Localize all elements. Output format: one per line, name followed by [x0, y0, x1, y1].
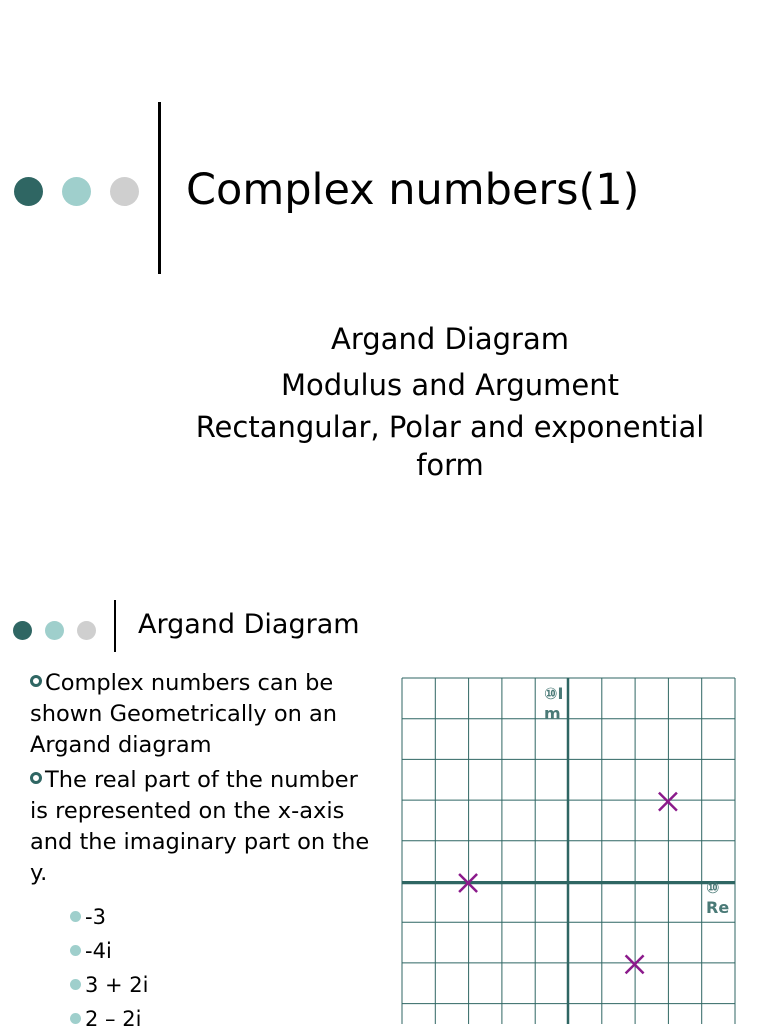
argand-slide [0, 560, 768, 1031]
subtitle-line: Modulus and Argument [281, 368, 619, 402]
imaginary-axis-label: ⑩Im [544, 684, 564, 723]
subtitle-line: Rectangular, Polar and exponential form [195, 410, 705, 482]
bullet-text: The real part of the number is represented on the x-axis and the imaginary part on the y. [30, 767, 370, 886]
title-divider [158, 102, 161, 274]
grey-dot-icon [110, 177, 139, 206]
teal-dot-icon [62, 177, 91, 206]
slide-title: Complex numbers(1) [186, 165, 640, 215]
slide-title: Argand Diagram [138, 609, 360, 640]
dark-dot-icon [14, 177, 43, 206]
bullet-text: Complex numbers can be shown Geometrically on an Argand diagram [30, 670, 338, 758]
real-axis-label: ⑩Re [706, 878, 730, 917]
example-text: -3 [85, 904, 106, 929]
subtitle-line: Argand Diagram [331, 322, 569, 356]
example-text: 3 + 2i [85, 972, 149, 997]
example-text: -4i [85, 938, 112, 963]
subtitle-block [180, 316, 720, 484]
example-text: 2 – 2i [85, 1006, 142, 1031]
argand-grid [0, 560, 768, 1024]
axes [402, 678, 735, 1024]
